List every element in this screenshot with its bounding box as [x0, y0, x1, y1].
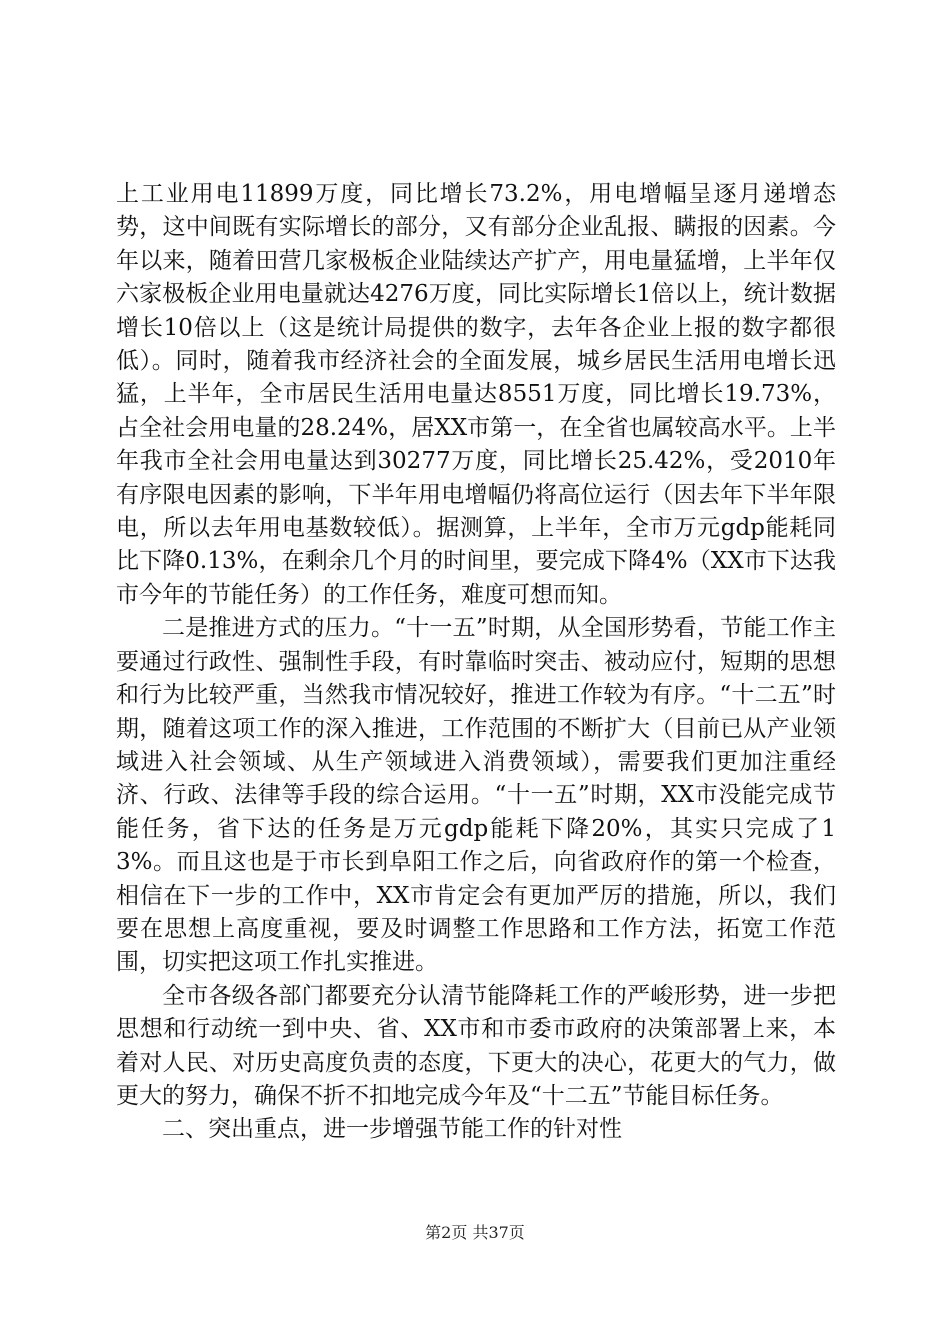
- paragraph-continued: 上工业用电11899万度，同比增长73.2%，用电增幅呈逐月递增态势，这中间既有实际增长的部分，又有部分企业乱报、瞒报的因素。今年以来，随着田营几家极板企业陆续达产扩产，用电量猛增，上半年仅六家极板企业用电量就达4276万度，同比实际增长1倍以上，统计数据增长10倍以上（这是统计局提供的数字，去年各企业上报的数字都很低）。同时，随着我市经济社会的全面发展，城乡居民生活用电增长迅猛，上半年，全市居民生活用电量达8551万度，同比增长19.73%，占全社会用电量的28.24%，居XX市第一，在全省也属较高水平。上半年我市全社会用电量达到30277万度，同比增长25.42%，受2010年有序限电因素的影响，下半年用电增幅仍将高位运行（因去年下半年限电，所以去年用电基数较低）。据测算，上半年，全市万元gdp能耗同比下降0.13%，在剩余几个月的时间里，要完成下降4%（XX市下达我市今年的节能任务）的工作任务，难度可想而知。: [116, 181, 836, 608]
- page-footer: 第2页 共37页: [425, 1223, 525, 1242]
- paragraph-pressure-approach: 二是推进方式的压力。“十一五”时期，从全国形势看，节能工作主要通过行政性、强制性手段，有时靠临时突击、被动应付，短期的思想和行为比较严重，当然我市情况较好，推进工作较为有序。“十二五”时期，随着这项工作的深入推进，工作范围的不断扩大（目前已从产业领域进入社会领域、从生产领域进入消费领域），需要我们更加注重经济、行政、法律等手段的综合运用。“十一五”时期，XX市没能完成节能任务，省下达的任务是万元gdp能耗下降20%，其实只完成了13%。而且这也是于市长到阜阳工作之后，向省政府作的第一个检查，相信在下一步的工作中，XX市肯定会有更加严厉的措施，所以，我们要在思想上高度重视，要及时调整工作思路和工作方法，拓宽工作范围，切实把这项工作扎实推进。: [116, 615, 836, 976]
- section-heading: 二、突出重点，进一步增强节能工作的针对性: [162, 1116, 622, 1143]
- document-body: [116, 178, 836, 1147]
- paragraph-call-to-action: 全市各级各部门都要充分认清节能降耗工作的严峻形势，进一步把思想和行动统一到中央、省、XX市和市委市政府的决策部署上来，本着对人民、对历史高度负责的态度，下更大的决心，花更大的气力，做更大的努力，确保不折不扣地完成今年及“十二五”节能目标任务。: [116, 982, 836, 1109]
